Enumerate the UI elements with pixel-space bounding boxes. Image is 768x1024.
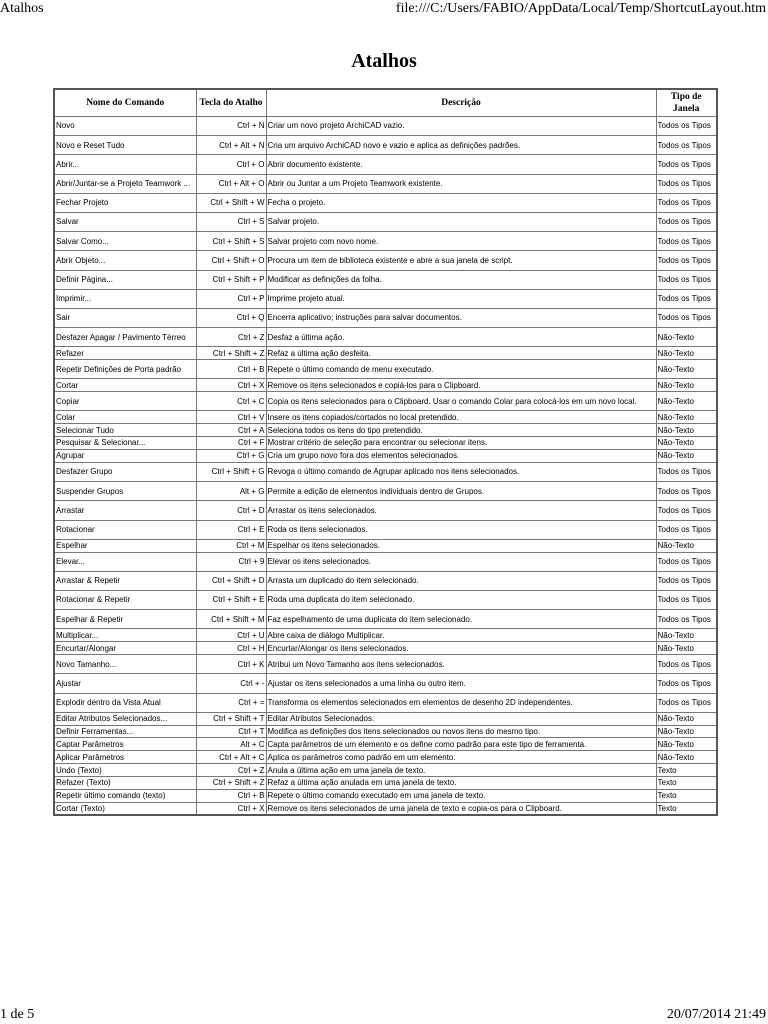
command-name-cell: Aplicar Parâmetros <box>54 751 196 764</box>
command-name-cell: Repetir Definições de Porta padrão <box>54 360 196 379</box>
description-cell: Mostrar critério de seleção para encontrar ou selecionar itens. <box>266 437 656 450</box>
description-cell: Imprime projeto atual. <box>266 289 656 308</box>
window-type-cell: Todos os Tipos <box>656 501 717 520</box>
description-cell: Repete o último comando executado em uma janela de texto. <box>266 790 656 803</box>
command-name-cell: Salvar Como... <box>54 232 196 251</box>
shortcut-key-cell: Ctrl + A <box>196 424 266 437</box>
command-name-cell: Espelhar & Repetir <box>54 610 196 629</box>
window-type-cell: Não-Texto <box>656 411 717 424</box>
window-type-cell: Todos os Tipos <box>656 693 717 712</box>
shortcut-key-cell: Ctrl + V <box>196 411 266 424</box>
description-cell: Modificar as definições da folha. <box>266 270 656 289</box>
table-row <box>54 501 717 520</box>
window-type-cell: Não-Texto <box>656 629 717 642</box>
shortcut-key-cell: Ctrl + 9 <box>196 552 266 571</box>
window-type-cell: Todos os Tipos <box>656 155 717 174</box>
window-type-cell: Todos os Tipos <box>656 610 717 629</box>
table-row <box>54 328 717 347</box>
table-row <box>54 571 717 590</box>
shortcut-key-cell: Ctrl + K <box>196 655 266 674</box>
command-name-cell: Definir Página... <box>54 270 196 289</box>
command-name-cell: Rotacionar & Repetir <box>54 590 196 609</box>
command-name-cell: Abrir... <box>54 155 196 174</box>
window-type-cell: Todos os Tipos <box>656 308 717 327</box>
command-name-cell: Sair <box>54 308 196 327</box>
shortcut-key-cell: Ctrl + Alt + C <box>196 751 266 764</box>
command-name-cell: Encurtar/Alongar <box>54 642 196 655</box>
command-name-cell: Abrir Objeto... <box>54 251 196 270</box>
description-cell: Encerra aplicativo; instruções para salvar documentos. <box>266 308 656 327</box>
table-row <box>54 437 717 450</box>
table-row <box>54 590 717 609</box>
window-type-cell: Todos os Tipos <box>656 117 717 136</box>
shortcut-key-cell: Ctrl + Shift + O <box>196 251 266 270</box>
table-row <box>54 117 717 136</box>
window-type-cell: Todos os Tipos <box>656 289 717 308</box>
window-type-cell: Todos os Tipos <box>656 520 717 539</box>
description-cell: Abre caixa de diálogo Multiplicar. <box>266 629 656 642</box>
shortcut-key-cell: Ctrl + Shift + D <box>196 571 266 590</box>
description-cell: Encurtar/Alongar os itens selecionados. <box>266 642 656 655</box>
column-header-description: Descrição <box>266 89 656 117</box>
shortcut-key-cell: Ctrl + X <box>196 802 266 815</box>
description-cell: Seleciona todos os itens do tipo pretendido. <box>266 424 656 437</box>
column-header-window-type: Tipo de Janela <box>656 89 717 117</box>
description-cell: Elevar os itens selecionados. <box>266 552 656 571</box>
command-name-cell: Explodir dentro da Vista Atual <box>54 693 196 712</box>
table-row <box>54 693 717 712</box>
shortcut-key-cell: Ctrl + C <box>196 392 266 411</box>
window-type-cell: Não-Texto <box>656 328 717 347</box>
shortcut-key-cell: Ctrl + Shift + E <box>196 590 266 609</box>
description-cell: Criar um novo projeto ArchiCAD vazio. <box>266 117 656 136</box>
shortcut-key-cell: Ctrl + Shift + G <box>196 462 266 481</box>
window-type-cell: Texto <box>656 777 717 790</box>
command-name-cell: Refazer <box>54 347 196 360</box>
description-cell: Permite a edição de elementos individuais dentro de Grupos. <box>266 482 656 501</box>
table-row <box>54 232 717 251</box>
table-row <box>54 751 717 764</box>
table-row <box>54 193 717 212</box>
window-type-cell: Texto <box>656 802 717 815</box>
table-row <box>54 655 717 674</box>
table-row <box>54 802 717 815</box>
description-cell: Roda uma duplicata do item selecionado. <box>266 590 656 609</box>
shortcut-key-cell: Ctrl + U <box>196 629 266 642</box>
shortcut-key-cell: Ctrl + S <box>196 212 266 231</box>
command-name-cell: Arrastar <box>54 501 196 520</box>
table-row <box>54 270 717 289</box>
command-name-cell: Undo (Texto) <box>54 764 196 777</box>
command-name-cell: Desfazer Apagar / Pavimento Térreo <box>54 328 196 347</box>
window-type-cell: Não-Texto <box>656 379 717 392</box>
shortcut-key-cell: Ctrl + B <box>196 790 266 803</box>
shortcut-key-cell: Ctrl + Shift + Z <box>196 347 266 360</box>
table-row <box>54 289 717 308</box>
browser-page-title: Atalhos <box>0 1 44 16</box>
window-type-cell: Texto <box>656 764 717 777</box>
command-name-cell: Copiar <box>54 392 196 411</box>
column-header-name: Nome do Comando <box>54 89 196 117</box>
description-cell: Arrasta um duplicado do item selecionado. <box>266 571 656 590</box>
description-cell: Espelhar os itens selecionados. <box>266 539 656 552</box>
table-row <box>54 136 717 155</box>
window-type-cell: Todos os Tipos <box>656 552 717 571</box>
description-cell: Remove os itens selecionados e copiá-los para o Clipboard. <box>266 379 656 392</box>
command-name-cell: Definir Ferramentas... <box>54 725 196 738</box>
shortcut-key-cell: Ctrl + Alt + O <box>196 174 266 193</box>
table-row <box>54 790 717 803</box>
description-cell: Anula a última ação em uma janela de texto. <box>266 764 656 777</box>
shortcut-key-cell: Ctrl + X <box>196 379 266 392</box>
description-cell: Ajustar os itens selecionados a uma linha ou outro item. <box>266 674 656 693</box>
shortcut-key-cell: Ctrl + H <box>196 642 266 655</box>
page-indicator: 1 de 5 <box>0 1007 35 1022</box>
table-row <box>54 424 717 437</box>
description-cell: Cria um grupo novo fora dos elementos selecionados. <box>266 450 656 463</box>
command-name-cell: Fechar Projeto <box>54 193 196 212</box>
command-name-cell: Cortar (Texto) <box>54 802 196 815</box>
shortcut-key-cell: Ctrl + N <box>196 117 266 136</box>
window-type-cell: Todos os Tipos <box>656 590 717 609</box>
table-row <box>54 764 717 777</box>
description-cell: Refaz a última ação desfeita. <box>266 347 656 360</box>
table-row <box>54 450 717 463</box>
window-type-cell: Não-Texto <box>656 738 717 751</box>
table-row <box>54 552 717 571</box>
shortcut-key-cell: Alt + G <box>196 482 266 501</box>
table-row <box>54 629 717 642</box>
window-type-cell: Todos os Tipos <box>656 571 717 590</box>
column-header-shortcut: Tecla do Atalho <box>196 89 266 117</box>
shortcut-key-cell: Ctrl + F <box>196 437 266 450</box>
window-type-cell: Não-Texto <box>656 712 717 725</box>
window-type-cell: Todos os Tipos <box>656 655 717 674</box>
window-type-cell: Não-Texto <box>656 437 717 450</box>
window-type-cell: Todos os Tipos <box>656 462 717 481</box>
table-row <box>54 642 717 655</box>
window-type-cell: Todos os Tipos <box>656 193 717 212</box>
shortcut-key-cell: Ctrl + Shift + P <box>196 270 266 289</box>
window-type-cell: Não-Texto <box>656 450 717 463</box>
command-name-cell: Novo e Reset Tudo <box>54 136 196 155</box>
command-name-cell: Arrastar & Repetir <box>54 571 196 590</box>
description-cell: Insere os itens copiados/cortados no local pretendido. <box>266 411 656 424</box>
shortcut-key-cell: Ctrl + Shift + S <box>196 232 266 251</box>
description-cell: Remove os itens selecionados de uma janela de texto e copia-os para o Clipboard. <box>266 802 656 815</box>
page-title: Atalhos <box>351 50 417 72</box>
window-type-cell: Todos os Tipos <box>656 270 717 289</box>
description-cell: Refaz a última ação anulada em uma janela de texto. <box>266 777 656 790</box>
window-type-cell: Todos os Tipos <box>656 174 717 193</box>
table-header-row <box>54 89 717 117</box>
table-row <box>54 738 717 751</box>
command-name-cell: Salvar <box>54 212 196 231</box>
description-cell: Atribui um Novo Tamanho aos itens selecionados. <box>266 655 656 674</box>
description-cell: Modifica as definições dos itens selecionados ou novos itens do mesmo tipo. <box>266 725 656 738</box>
description-cell: Desfaz a última ação. <box>266 328 656 347</box>
table-row <box>54 251 717 270</box>
shortcut-key-cell: Ctrl + = <box>196 693 266 712</box>
table-row <box>54 482 717 501</box>
shortcut-key-cell: Ctrl + E <box>196 520 266 539</box>
shortcut-key-cell: Ctrl + Shift + W <box>196 193 266 212</box>
window-type-cell: Todos os Tipos <box>656 674 717 693</box>
command-name-cell: Captar Parâmetros <box>54 738 196 751</box>
table-row <box>54 174 717 193</box>
command-name-cell: Editar Atributos Selecionados... <box>54 712 196 725</box>
shortcut-key-cell: Ctrl + Q <box>196 308 266 327</box>
description-cell: Abrir documento existente. <box>266 155 656 174</box>
description-cell: Repete o último comando de menu executado. <box>266 360 656 379</box>
description-cell: Revoga o último comando de Agrupar aplicado nos itens selecionados. <box>266 462 656 481</box>
command-name-cell: Abrir/Juntar-se a Projeto Teamwork ... <box>54 174 196 193</box>
table-row <box>54 725 717 738</box>
browser-url: file:///C:/Users/FABIO/AppData/Local/Temp/ShortcutLayout.htm <box>395 1 766 16</box>
shortcut-key-cell: Ctrl + Shift + T <box>196 712 266 725</box>
shortcut-key-cell: Ctrl + - <box>196 674 266 693</box>
print-datetime: 20/07/2014 21:49 <box>666 1007 766 1022</box>
table-row <box>54 712 717 725</box>
command-name-cell: Desfazer Grupo <box>54 462 196 481</box>
command-name-cell: Imprimir... <box>54 289 196 308</box>
table-row <box>54 360 717 379</box>
shortcut-key-cell: Ctrl + Shift + Z <box>196 777 266 790</box>
shortcut-key-cell: Ctrl + T <box>196 725 266 738</box>
command-name-cell: Novo <box>54 117 196 136</box>
table-row <box>54 539 717 552</box>
window-type-cell: Não-Texto <box>656 360 717 379</box>
description-cell: Faz espelhamento de uma duplicata do item selecionado. <box>266 610 656 629</box>
command-name-cell: Repetir último comando (texto) <box>54 790 196 803</box>
window-type-cell: Todos os Tipos <box>656 232 717 251</box>
window-type-cell: Todos os Tipos <box>656 482 717 501</box>
description-cell: Transforma os elementos selecionados em elementos de desenho 2D independentes. <box>266 693 656 712</box>
table-row <box>54 674 717 693</box>
table-row <box>54 610 717 629</box>
command-name-cell: Ajustar <box>54 674 196 693</box>
command-name-cell: Selecionar Tudo <box>54 424 196 437</box>
window-type-cell: Todos os Tipos <box>656 212 717 231</box>
description-cell: Copia os itens selecionados para o Clipboard. Usar o comando Colar para colocá-los em um novo local. <box>266 392 656 411</box>
description-cell: Salvar projeto. <box>266 212 656 231</box>
command-name-cell: Multiplicar... <box>54 629 196 642</box>
shortcut-key-cell: Ctrl + D <box>196 501 266 520</box>
description-cell: Cria um arquivo ArchiCAD novo e vazio e aplica as definições padrões. <box>266 136 656 155</box>
table-row <box>54 347 717 360</box>
table-row <box>54 411 717 424</box>
table-row <box>54 392 717 411</box>
description-cell: Roda os itens selecionados. <box>266 520 656 539</box>
description-cell: Editar Atributos Selecionados. <box>266 712 656 725</box>
window-type-cell: Não-Texto <box>656 725 717 738</box>
shortcut-key-cell: Ctrl + B <box>196 360 266 379</box>
shortcut-key-cell: Ctrl + G <box>196 450 266 463</box>
table-row <box>54 379 717 392</box>
window-type-cell: Não-Texto <box>656 347 717 360</box>
table-row <box>54 308 717 327</box>
table-row <box>54 777 717 790</box>
command-name-cell: Suspender Grupos <box>54 482 196 501</box>
shortcut-key-cell: Alt + C <box>196 738 266 751</box>
command-name-cell: Cortar <box>54 379 196 392</box>
shortcuts-table <box>53 88 718 816</box>
window-type-cell: Todos os Tipos <box>656 136 717 155</box>
window-type-cell: Não-Texto <box>656 424 717 437</box>
window-type-cell: Todos os Tipos <box>656 251 717 270</box>
description-cell: Arrastar os itens selecionados. <box>266 501 656 520</box>
command-name-cell: Espelhar <box>54 539 196 552</box>
command-name-cell: Rotacionar <box>54 520 196 539</box>
description-cell: Fecha o projeto. <box>266 193 656 212</box>
table-row <box>54 520 717 539</box>
shortcut-key-cell: Ctrl + O <box>196 155 266 174</box>
description-cell: Capta parâmetros de um elemento e os define como padrão para este tipo de ferramenta. <box>266 738 656 751</box>
window-type-cell: Não-Texto <box>656 392 717 411</box>
window-type-cell: Não-Texto <box>656 642 717 655</box>
description-cell: Procura um item de biblioteca existente e abre a sua janela de script. <box>266 251 656 270</box>
command-name-cell: Elevar... <box>54 552 196 571</box>
table-row <box>54 155 717 174</box>
shortcut-key-cell: Ctrl + M <box>196 539 266 552</box>
window-type-cell: Não-Texto <box>656 539 717 552</box>
shortcut-key-cell: Ctrl + Z <box>196 764 266 777</box>
description-cell: Aplica os parâmetros como padrão em um elemento. <box>266 751 656 764</box>
command-name-cell: Colar <box>54 411 196 424</box>
command-name-cell: Refazer (Texto) <box>54 777 196 790</box>
description-cell: Abrir ou Juntar a um Projeto Teamwork existente. <box>266 174 656 193</box>
window-type-cell: Texto <box>656 790 717 803</box>
shortcut-key-cell: Ctrl + P <box>196 289 266 308</box>
table-row <box>54 462 717 481</box>
shortcut-key-cell: Ctrl + Shift + M <box>196 610 266 629</box>
command-name-cell: Agrupar <box>54 450 196 463</box>
command-name-cell: Novo Tamanho... <box>54 655 196 674</box>
description-cell: Salvar projeto com novo nome. <box>266 232 656 251</box>
table-row <box>54 212 717 231</box>
command-name-cell: Pesquisar & Selecionar... <box>54 437 196 450</box>
shortcut-key-cell: Ctrl + Alt + N <box>196 136 266 155</box>
window-type-cell: Não-Texto <box>656 751 717 764</box>
shortcut-key-cell: Ctrl + Z <box>196 328 266 347</box>
